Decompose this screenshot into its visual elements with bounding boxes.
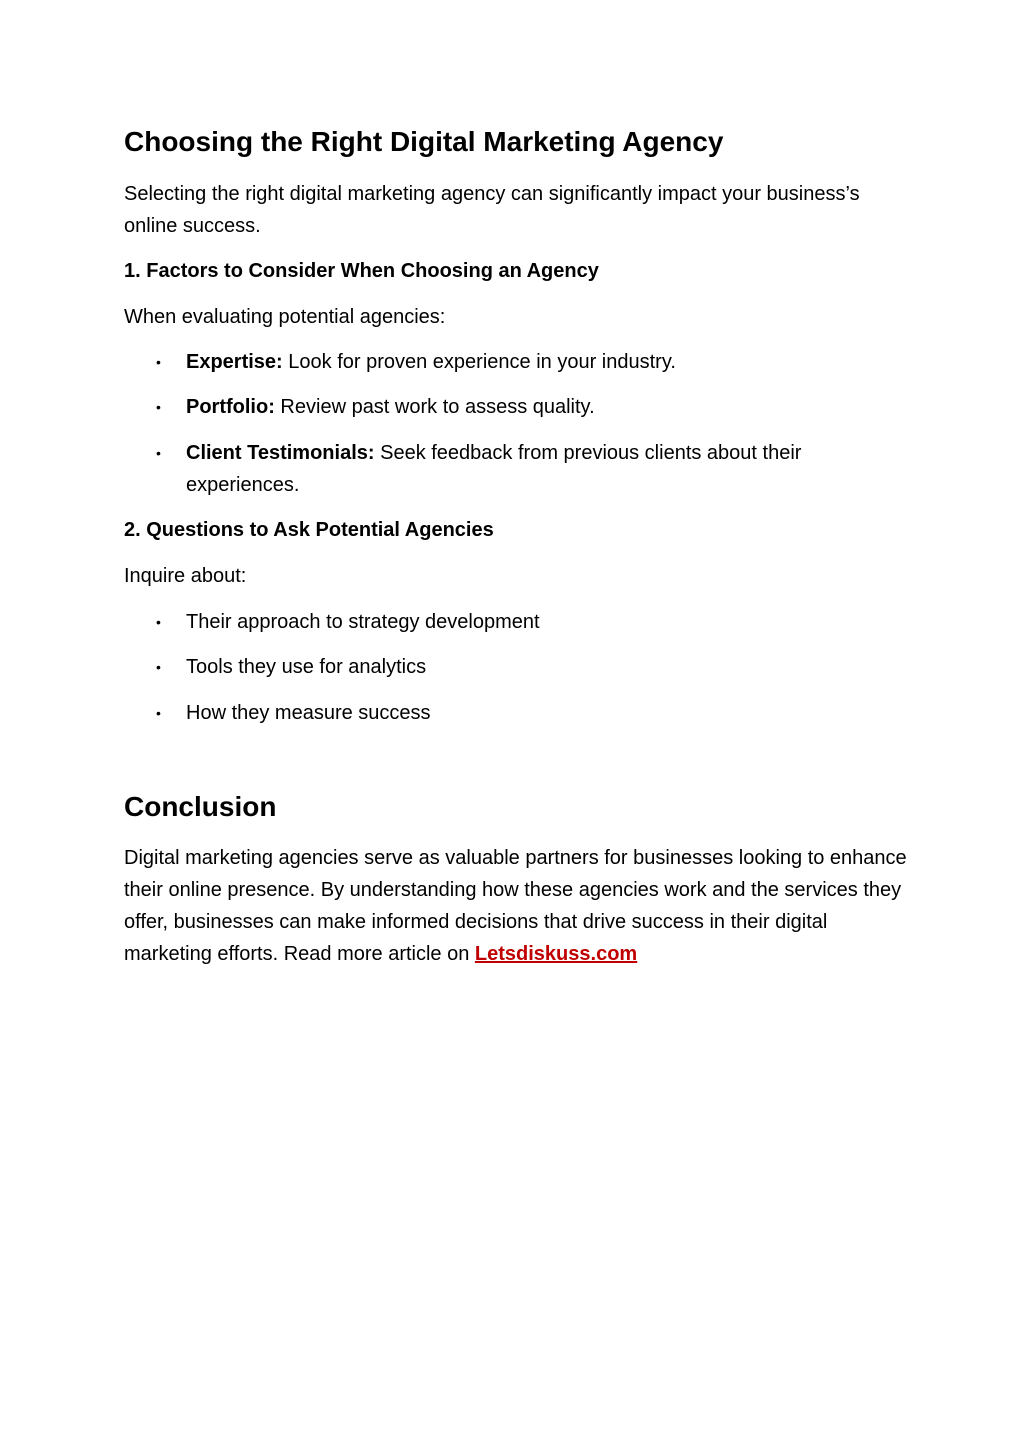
conclusion-paragraph bbox=[124, 842, 914, 970]
list-item-body: Look for proven experience in your industry. bbox=[282, 351, 676, 373]
bullet-icon: • bbox=[156, 659, 161, 675]
conclusion-title: Conclusion bbox=[124, 791, 277, 822]
conclusion-body: Digital marketing agencies serve as valuable partners for businesses looking to enhance their online presence. By understanding how these agencies work and the services they offer, businesses can make informed decisions that drive success in their digital marketing efforts. Read more article on bbox=[124, 847, 907, 965]
list-item-text: How they measure success bbox=[186, 702, 431, 724]
factors-lead: When evaluating potential agencies: bbox=[124, 306, 446, 328]
section-title: Choosing the Right Digital Marketing Agency bbox=[124, 126, 724, 157]
intro-paragraph: Selecting the right digital marketing agency can significantly impact your business’s online success. bbox=[124, 183, 860, 237]
letsdiskuss-link[interactable]: Letsdiskuss.com bbox=[474, 943, 638, 965]
bullet-icon: • bbox=[156, 399, 161, 415]
questions-heading: 2. Questions to Ask Potential Agencies bbox=[124, 519, 494, 541]
list-item-label: Expertise: bbox=[186, 351, 283, 373]
bullet-icon: • bbox=[156, 705, 161, 721]
questions-lead: Inquire about: bbox=[124, 565, 247, 587]
list-item-body: Seek feedback from previous clients about their experiences. bbox=[186, 442, 802, 496]
list-item-text bbox=[186, 437, 886, 501]
list-item-text: Tools they use for analytics bbox=[186, 656, 427, 678]
list-item-label: Portfolio: bbox=[186, 396, 275, 418]
factors-heading: 1. Factors to Consider When Choosing an Agency bbox=[124, 260, 599, 282]
bullet-icon: • bbox=[156, 354, 161, 370]
list-item-text bbox=[186, 391, 886, 423]
list-item-text bbox=[186, 346, 886, 378]
list-item-text: Their approach to strategy development bbox=[186, 611, 540, 633]
bullet-icon: • bbox=[156, 445, 161, 461]
bullet-icon: • bbox=[156, 614, 161, 630]
list-item-label: Client Testimonials: bbox=[186, 442, 375, 464]
list-item-body: Review past work to assess quality. bbox=[274, 396, 595, 418]
